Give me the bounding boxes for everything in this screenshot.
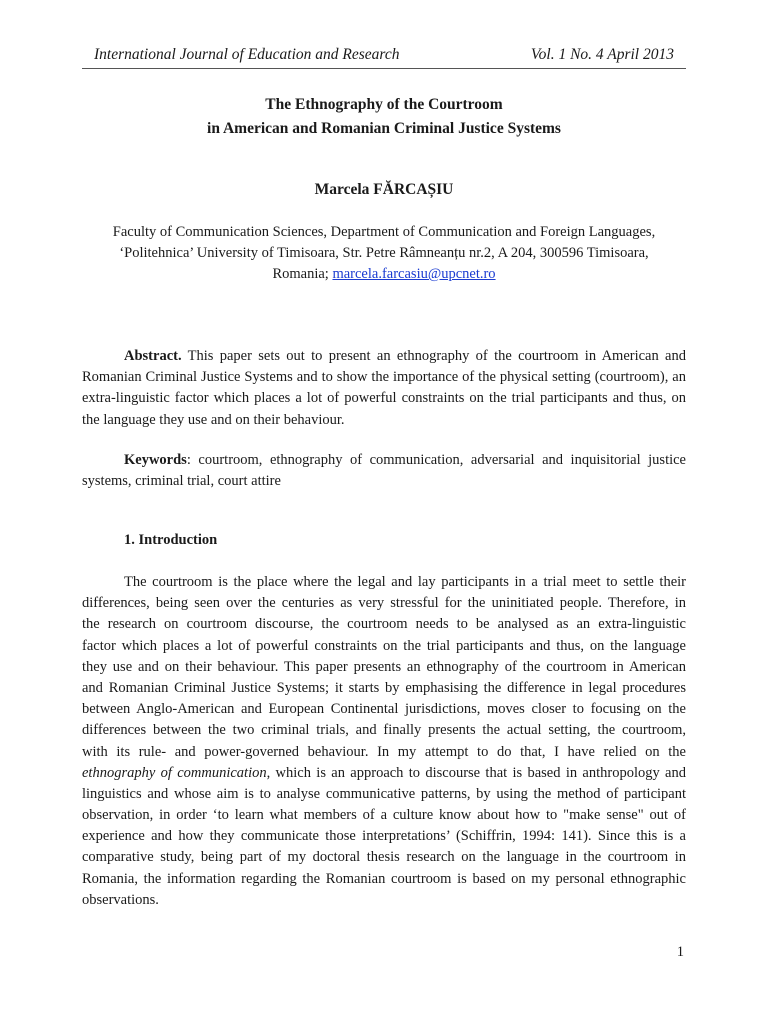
volume-info: Vol. 1 No. 4 April 2013	[530, 46, 674, 63]
intro-line: differences, being seen over the centuries as very stressful for the uninitiated people. Therefore, in	[82, 595, 686, 612]
introduction-lines	[82, 572, 686, 911]
intro-line: Romania, the information regarding the Romanian courtroom is based on my personal ethnographic	[82, 870, 686, 887]
author-name: Marcela FĂRCAȘIU	[314, 181, 454, 198]
author-affiliation	[80, 222, 688, 285]
intro-line-last: observations.	[82, 891, 159, 908]
title-line-1: The Ethnography of the Courtroom	[265, 96, 503, 113]
author-email-link[interactable]: marcela.farcasiu@upcnet.ro	[332, 266, 496, 282]
title-line-2: in American and Romanian Criminal Justice Systems	[207, 120, 561, 137]
journal-name: International Journal of Education and Research	[94, 46, 400, 63]
intro-line: The courtroom is the place where the legal and lay participants in a trial meet to settle their	[124, 574, 686, 590]
keywords-label: Keywords	[124, 452, 187, 468]
intro-line: differences between the two criminal trials, and finally presents the actual setting, the courtroom,	[82, 722, 686, 739]
intro-line-text: , which is an approach to discourse that is based in anthropology and	[266, 764, 686, 781]
intro-line: linguistics and whose aim is to analyse communicative patterns, by using the method of participant	[82, 785, 686, 802]
intro-line: and Romanian Criminal Justice Systems; it starts by emphasising the difference in legal procedures	[82, 679, 686, 696]
keywords-text: : courtroom, ethnography of communication, adversarial and inquisitorial justice systems, criminal trial, court attire	[82, 452, 686, 490]
abstract-paragraph	[82, 346, 686, 431]
abstract-text: This paper sets out to present an ethnography of the courtroom in American and Romanian Criminal Justice Systems and to show the importance of the physical setting (courtroom), an extra-linguistic factor which places a lot of powerful constraints on the trial participants and thus, on the language they use and on their behaviour.	[82, 348, 686, 428]
intro-line: they use and on their behaviour. This paper presents an ethnography of the courtroom in American	[82, 658, 686, 675]
intro-line	[82, 763, 686, 784]
intro-line: factor which places a lot of powerful constraints on the trial participants and thus, on the language	[82, 637, 686, 654]
running-header	[82, 44, 686, 69]
introduction-paragraph	[82, 572, 686, 911]
italic-term: ethnography of communication	[82, 764, 267, 781]
section-heading-introduction: 1. Introduction	[124, 532, 218, 548]
intro-line: the research on courtroom discourse, the courtroom needs to be analysed as an extra-linguistic	[82, 616, 686, 633]
intro-line: experience and how they communicate those interpretations’ (Schiffrin, 1994: 141). Since this is a	[82, 828, 686, 845]
keywords-paragraph	[82, 450, 686, 492]
affiliation-country: Romania;	[272, 266, 333, 282]
abstract-label: Abstract.	[124, 348, 182, 364]
affiliation-line-1: Faculty of Communication Sciences, Department of Communication and Foreign Languages,	[112, 224, 656, 240]
intro-line: comparative study, being part of my doctoral thesis research on the language in the courtroom in	[82, 849, 686, 866]
paper-title	[80, 93, 688, 141]
intro-line: with its rule- and power-governed behaviour. In my attempt to do that, I have relied on the	[82, 743, 686, 760]
affiliation-line-2: ‘Politehnica’ University of Timisoara, Str. Petre Râmneanțu nr.2, A 204, 300596 Timisoara,	[119, 245, 649, 261]
intro-line: between Anglo-American and European Continental jurisdictions, moves closer to focusing on the	[82, 701, 686, 718]
page-number: 1	[676, 944, 684, 960]
intro-line: observation, in order ‘to learn what members of a culture know about how to "make sense" out of	[82, 807, 686, 824]
affiliation-line-3	[80, 264, 688, 285]
